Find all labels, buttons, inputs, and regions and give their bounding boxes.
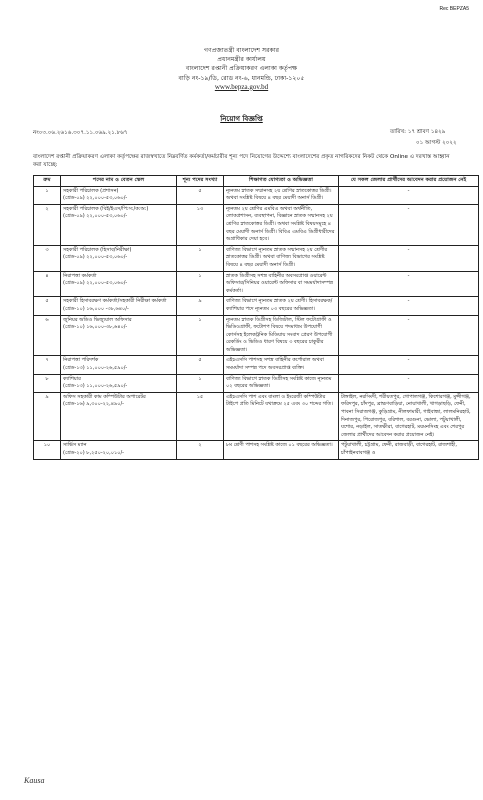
- cell-district: [339, 186, 479, 204]
- cell-qualification: ৮ম শ্রেণী পাশসহ সংশ্লিষ্ট কাজে ০১ বছরের অভিজ্ঞতা।: [224, 441, 339, 459]
- post-name: নিরাপত্তা কর্মকর্তা: [63, 272, 97, 279]
- post-name: সহকারী পরিচালক (হিসাব/নিরীক্ষা): [63, 246, 132, 253]
- cell-qualification: ন্যূনতম স্নাতক সম্মানসহ ২য় শ্রেণির স্নাতকোত্তর ডিগ্রী। অথবা সংশ্লিষ্ট বিষয়ে ৪ বছর মেয়াদী অনার্স ডিগ্রী।: [224, 186, 339, 204]
- district-text: -: [407, 357, 410, 364]
- cell-qualification: ন্যূনতম স্নাতক ডিগ্রীসহ ডিজিটাল, স্টিল ফটোগ্রাফী ও ভিডিওগ্রাফী, ফটোশপ বিষয়ে পদমাধ্যম উপযোগী কোর্সসহ ইলেকট্রনিক মিডিয়ায় সংবাদ প্রেরণ উপযোগী রেকর্ডিং ও ভিডিও ধারণ বিষয়ে ৩ বছরের চাকুরীর অভিজ্ঞতা।: [224, 315, 339, 356]
- cell-count: ২: [177, 441, 224, 459]
- cell-count: ১: [177, 374, 224, 392]
- post-name: সহকারী হিসাবরক্ষণ কর্মকর্তা/সহকারী নিরীক্ষা কর্মকর্তা: [63, 298, 167, 305]
- district-text: -: [407, 187, 410, 194]
- cell-post: [61, 245, 177, 271]
- header-qualification: শিক্ষাগত যোগ্যতা ও অভিজ্ঞতা: [224, 176, 339, 187]
- pay-grade: (গ্রেড-০৯) ২২,০০০-৫৩,০৬০/-: [63, 213, 128, 220]
- pay-grade: (গ্রেড-০৯) ২২,০০০-৫৩,০৬০/-: [63, 254, 128, 261]
- cell-post: [61, 271, 177, 297]
- cell-district: [339, 441, 479, 459]
- post-name: ক্যাশিয়ার: [63, 375, 81, 382]
- cell-post: [61, 186, 177, 204]
- cell-qualification: ন্যূনতম ২য় শ্রেণির এমবিএ অথবা অর্থনীতি, লোকপ্রশাসন, ব্যবস্থাপনা, বিজ্ঞানে স্নাতক সম্মানসহ ২য় শ্রেণির স্নাতকোত্তর ডিগ্রী। অথবা সংশ্লিষ্ট বিষয়সমূহে ৪ বছর মেয়াদী অনার্স ডিগ্রী। বিবিএ এমবিএ ডিগ্রীধারীদের অগ্রাধিকার দেয়া হবে।: [224, 204, 339, 245]
- cell-post: [61, 297, 177, 315]
- pay-grade: (গ্রেড-০৯) ২২,০০০-৫৩,০৬০/-: [63, 280, 128, 287]
- office-name: প্রধানমন্ত্রীর কার্যালয়: [217, 56, 266, 64]
- cell-post: [61, 392, 177, 441]
- cell-post: [61, 204, 177, 245]
- cell-district: [339, 315, 479, 356]
- post-name: সহকারী পরিচালক (বিই/ইএস/পি:স:/ক:অ:): [63, 205, 149, 212]
- header-post: পদের নাম ও বেতন স্কেল: [61, 176, 177, 187]
- pay-grade: (গ্রেড-১৩) ১১,০০০-২৬,৫৯০/-: [63, 365, 128, 372]
- cell-count: ১: [177, 245, 224, 271]
- post-name: নিরাপত্তা পরিদর্শক: [63, 357, 99, 364]
- cell-qualification: বাণিজ্য বিভাগে ন্যূনতম স্নাতক সম্মানসহ ২য় শ্রেণীর স্নাতকোত্তর ডিগ্রী। অথবা বাণিজ্য বিভাগের সংশ্লিষ্ট বিষয়ে ৪ বছর মেয়াদী অনার্স ডিগ্রী।: [224, 245, 339, 271]
- district-text: -: [407, 246, 410, 253]
- cell-district: [339, 392, 479, 441]
- cell-serial: ২: [34, 204, 61, 245]
- post-name: সার্ভিস ম্যান: [63, 442, 87, 449]
- date-bangla: তারিখ: ১৭ শ্রাবণ ১৪২৯: [390, 129, 446, 135]
- header-district: যে সকল জেলার প্রার্থীদের আবেদন করার প্রয়োজন নেই: [339, 176, 479, 187]
- table-row: [34, 392, 479, 441]
- letterhead: [0, 46, 483, 92]
- cell-serial: ৬: [34, 315, 61, 356]
- cell-serial: ১০: [34, 441, 61, 459]
- cell-count: ১: [177, 315, 224, 356]
- cell-qualification: বাণিজ্য বিভাগে স্নাতক ডিগ্রীসহ সংশ্লিষ্ট কাজে ন্যূনতম ০২ বছরের অভিজ্ঞতা।: [224, 374, 339, 392]
- intro-paragraph: বাংলাদেশ রপ্তানী প্রক্রিয়াকরণ এলাকা কর্তৃপক্ষের রাজস্বখাতে নিম্নবর্ণিত কর্মকর্তা/কর্মচারীর শূন্য পদে নিয়োগের উদ্দেশ্যে বাংলাদেশের প্রকৃত নাগরিকদের নিকট থেকে Online এ দরখাস্ত আহ্বান করা যাচ্ছে:: [33, 154, 450, 169]
- reference-code: Rec BEPZA5: [439, 6, 469, 12]
- vacancy-table: [33, 175, 479, 460]
- table-row: [34, 204, 479, 245]
- district-text: -: [407, 298, 410, 305]
- cell-count: ৫: [177, 356, 224, 374]
- post-name: জুনিয়র অডিও ভিজ্যুয়াল অফিসার: [63, 316, 132, 323]
- memo-number: নং০৩.০৬.২৬১৬.৩০৭.১১.০৬৯.২১.৮৬৭: [33, 130, 128, 136]
- website-link[interactable]: www.bepza.gov.bd: [214, 82, 269, 91]
- cell-district: [339, 271, 479, 297]
- cell-serial: ১: [34, 186, 61, 204]
- pay-grade: (গ্রেড-০৯) ২২,০০০-৫৩,০৬০/-: [63, 195, 128, 202]
- page-title: নিয়োগ বিজ্ঞপ্তি: [220, 115, 263, 123]
- cell-post: [61, 441, 177, 459]
- address: বাড়ি নং-১৯/ডি, রোড নং-৬, ধানমন্ডি, ঢাকা-১২০৫: [178, 74, 305, 82]
- district-text: টাঙ্গাইল, নরসিংদী, শরীয়তপুর, গোপালগঞ্জ, কিশোরগঞ্জ, মুন্সীগঞ্জ, ফরিদপুর, চাঁদপুর, ব্রাহ্মণবাড়িয়া, নোয়াখালী, খাগড়াছড়ি, ফেনী, পাবনা সিরাজগঞ্জ, কুড়িগ্রাম, নীলফামারী, গাইবান্ধা, লালমনিরহাট, দিনাজপুর, পিরোজপুর, বরিশাল, বরগুনা, ভোলা, পটুয়াখালী, যশোর, নড়াইল, সাতক্ষীরা, বাগেরহাট, ময়মনসিংহ এবং শেরপুর জেলার প্রার্থীদের আবেদন করার প্রয়োজন নেই।: [341, 393, 471, 438]
- district-text: -: [407, 375, 410, 382]
- govt-name: গণপ্রজাতন্ত্রী বাংলাদেশ সরকার: [203, 47, 280, 54]
- table-row: [34, 374, 479, 392]
- pay-grade: (গ্রেড-২০) ৮,২৫০-২০,০১০/-: [63, 450, 124, 456]
- header-count: শূন্য পদের সংখ্যা: [177, 176, 224, 187]
- table-row: [34, 186, 479, 204]
- district-text: -: [407, 316, 410, 323]
- date-english: ০১ আগস্ট ২০২২: [416, 140, 457, 146]
- pay-grade: (গ্রেড-১০) ১৬,০০০ -৩৮,৬৪০/-: [63, 305, 129, 312]
- post-name: অফিস সহকারী কাম কম্পিউটার অপারেটর: [63, 393, 146, 400]
- cell-district: [339, 245, 479, 271]
- cell-count: ৫: [177, 186, 224, 204]
- cell-district: [339, 374, 479, 392]
- cell-qualification: স্নাতক ডিগ্রীসহ সশস্ত্র বাহিনীর অবসরপ্রাপ্ত ওয়ারেন্ট অফিসার/সিনিয়র ওয়ারেন্ট অফিসার বা সমমর্যাদাসম্পন্ন কর্মকর্তা।: [224, 271, 339, 297]
- cell-count: ১৫: [177, 392, 224, 441]
- cell-serial: ৭: [34, 356, 61, 374]
- table-row: [34, 297, 479, 315]
- authority-name: বাংলাদেশ রপ্তানী প্রক্রিয়াকরণ এলাকা কর্তৃপক্ষ: [185, 65, 298, 73]
- cell-count: ১৩: [177, 204, 224, 245]
- signature: Kausa: [24, 776, 45, 785]
- cell-district: [339, 297, 479, 315]
- cell-serial: ৩: [34, 245, 61, 271]
- pay-grade: (গ্রেড-১০) ১৬,০০০-৩৮,৬৪০/-: [63, 324, 128, 331]
- table-row: [34, 271, 479, 297]
- cell-qualification: এইচএসসি পাশ এবং বাংলা ও ইংরেজী কম্পিউটার টাইপে প্রতি মিনিটে যথাক্রমে ২৫ এবং ৩০ শব্দের গতি।: [224, 392, 339, 441]
- cell-count: ৯: [177, 297, 224, 315]
- district-text: -: [407, 272, 410, 279]
- table-header-row: [34, 176, 479, 187]
- cell-serial: ৫: [34, 297, 61, 315]
- cell-post: [61, 374, 177, 392]
- header-serial: ক্রম: [34, 176, 61, 187]
- table-row: [34, 441, 479, 459]
- cell-serial: ৯: [34, 392, 61, 441]
- cell-qualification: বাণিজ্য বিভাগে ন্যূনতম স্নাতক ২য় শ্রেণী। হিসাবরক্ষক/ক্যাশিয়ার পদে ন্যূনতম ০৩ বছরের অভিজ্ঞতা।: [224, 297, 339, 315]
- cell-post: [61, 356, 177, 374]
- cell-post: [61, 315, 177, 356]
- table-row: [34, 356, 479, 374]
- table-row: [34, 315, 479, 356]
- cell-serial: ৪: [34, 271, 61, 297]
- cell-count: ১: [177, 271, 224, 297]
- cell-qualification: এইচএসসি পাশসহ সশস্ত্র বাহিনীর কর্পোরাল অথবা সমমর্যাদা সম্পন্ন পদে অবসরপ্রাপ্ত ব্যক্তি।: [224, 356, 339, 374]
- district-text: -: [407, 205, 410, 212]
- cell-serial: ৮: [34, 374, 61, 392]
- pay-grade: (গ্রেড-১৩) ১১,০০০-২৬,৫৯০/-: [63, 383, 128, 390]
- pay-grade: (গ্রেড-১৬) ৯,৩০০-২২,৪৯০/-: [63, 401, 124, 408]
- district-text: পটুয়াখালী, চট্টগ্রাম, ফেনী, রাজবাড়ী, বাগেরহাট, রাজশাহী, চাঁপাইনবাবগঞ্জ ও: [341, 442, 457, 456]
- cell-district: [339, 204, 479, 245]
- table-row: [34, 245, 479, 271]
- post-name: সহকারী পরিচালক (প্রশাসন): [63, 187, 119, 194]
- cell-district: [339, 356, 479, 374]
